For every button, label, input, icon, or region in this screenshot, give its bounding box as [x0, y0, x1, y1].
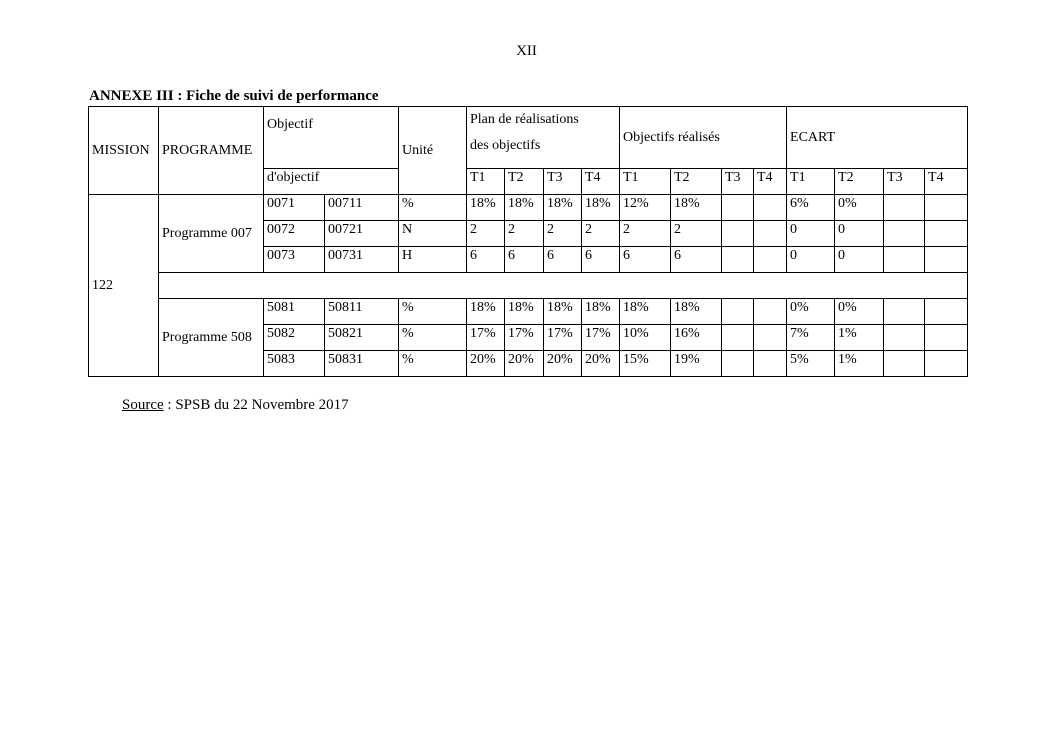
plan-value: 6 [544, 247, 582, 273]
realised-value [754, 299, 787, 325]
unit-cell: % [399, 195, 467, 221]
quarter-label: T3 [722, 169, 754, 195]
ecart-value [884, 299, 925, 325]
ecart-value: 1% [835, 351, 884, 377]
ecart-value: 0 [835, 221, 884, 247]
header-plan [467, 107, 620, 169]
ecart-value: 1% [835, 325, 884, 351]
indicator-code: 50821 [325, 325, 399, 351]
table-row [89, 299, 968, 325]
ecart-value: 0 [787, 247, 835, 273]
realised-value: 6 [620, 247, 671, 273]
plan-value: 17% [505, 325, 544, 351]
quarter-label: T2 [671, 169, 722, 195]
quarter-label: T1 [620, 169, 671, 195]
quarter-label: T2 [505, 169, 544, 195]
plan-value: 18% [505, 299, 544, 325]
objective-code: 5082 [264, 325, 325, 351]
plan-value: 18% [505, 195, 544, 221]
ecart-value: 0 [835, 247, 884, 273]
programme-name: Programme 508 [159, 299, 264, 377]
header-dobjectif: d'objectif [264, 169, 399, 195]
table-row [89, 195, 968, 221]
realised-value: 18% [620, 299, 671, 325]
realised-value [754, 195, 787, 221]
header-plan-line2: des objectifs [470, 138, 541, 153]
plan-value: 2 [582, 221, 620, 247]
page-number: XII [516, 43, 537, 59]
realised-value: 18% [671, 299, 722, 325]
quarter-label: T4 [582, 169, 620, 195]
unit-cell: N [399, 221, 467, 247]
indicator-code: 00721 [325, 221, 399, 247]
ecart-value: 7% [787, 325, 835, 351]
plan-value: 2 [467, 221, 505, 247]
ecart-value: 0 [787, 221, 835, 247]
objective-code: 5083 [264, 351, 325, 377]
unit-cell: H [399, 247, 467, 273]
realised-value [722, 221, 754, 247]
header-mission: MISSION [89, 107, 159, 195]
plan-value: 6 [582, 247, 620, 273]
realised-value: 19% [671, 351, 722, 377]
separator-cell [159, 273, 968, 299]
annex-title: ANNEXE III : Fiche de suivi de performance [89, 88, 379, 104]
realised-value: 2 [620, 221, 671, 247]
quarter-label: T4 [754, 169, 787, 195]
unit-cell: % [399, 351, 467, 377]
plan-value: 20% [544, 351, 582, 377]
plan-value: 6 [467, 247, 505, 273]
objective-code: 0072 [264, 221, 325, 247]
quarter-label: T2 [835, 169, 884, 195]
source-text: : SPSB du 22 Novembre 2017 [163, 397, 349, 413]
realised-value [754, 247, 787, 273]
plan-value: 18% [467, 195, 505, 221]
realised-value: 16% [671, 325, 722, 351]
ecart-value [884, 325, 925, 351]
plan-value: 18% [544, 195, 582, 221]
separator-row [89, 273, 968, 299]
plan-value: 18% [467, 299, 505, 325]
ecart-value [884, 351, 925, 377]
ecart-value: 6% [787, 195, 835, 221]
quarter-label: T3 [544, 169, 582, 195]
indicator-code: 50811 [325, 299, 399, 325]
realised-value [754, 351, 787, 377]
plan-value: 20% [467, 351, 505, 377]
realised-value [722, 299, 754, 325]
plan-value: 2 [544, 221, 582, 247]
source-label: Source [122, 397, 164, 413]
quarter-label: T4 [925, 169, 968, 195]
performance-table [88, 106, 968, 377]
plan-value: 18% [544, 299, 582, 325]
quarter-label: T1 [467, 169, 505, 195]
mission-code: 122 [89, 195, 159, 377]
plan-value: 17% [582, 325, 620, 351]
ecart-value [884, 221, 925, 247]
realised-value [754, 221, 787, 247]
realised-value: 2 [671, 221, 722, 247]
realised-value [722, 247, 754, 273]
header-objectif: Objectif [264, 107, 399, 169]
plan-value: 18% [582, 195, 620, 221]
quarter-label: T3 [884, 169, 925, 195]
ecart-value [884, 195, 925, 221]
plan-value: 17% [544, 325, 582, 351]
indicator-code: 00731 [325, 247, 399, 273]
ecart-value: 0% [835, 299, 884, 325]
header-ecart: ECART [787, 107, 968, 169]
realised-value: 18% [671, 195, 722, 221]
unit-cell: % [399, 325, 467, 351]
unit-cell: % [399, 299, 467, 325]
realised-value: 12% [620, 195, 671, 221]
ecart-value [925, 247, 968, 273]
header-programme: PROGRAMME [159, 107, 264, 195]
ecart-value [925, 195, 968, 221]
ecart-value [925, 299, 968, 325]
indicator-code: 50831 [325, 351, 399, 377]
header-unite: Unité [399, 107, 467, 195]
programme-name: Programme 007 [159, 195, 264, 273]
ecart-value: 0% [787, 299, 835, 325]
realised-value: 15% [620, 351, 671, 377]
plan-value: 18% [582, 299, 620, 325]
realised-value [722, 351, 754, 377]
plan-value: 2 [505, 221, 544, 247]
objective-code: 0071 [264, 195, 325, 221]
ecart-value [925, 221, 968, 247]
plan-value: 20% [505, 351, 544, 377]
indicator-code: 00711 [325, 195, 399, 221]
realised-value [722, 195, 754, 221]
plan-value: 20% [582, 351, 620, 377]
objective-code: 5081 [264, 299, 325, 325]
objective-code: 0073 [264, 247, 325, 273]
realised-value: 10% [620, 325, 671, 351]
realised-value: 6 [671, 247, 722, 273]
quarter-label: T1 [787, 169, 835, 195]
realised-value [722, 325, 754, 351]
header-plan-line1: Plan de réalisations [470, 112, 579, 127]
ecart-value: 5% [787, 351, 835, 377]
ecart-value: 0% [835, 195, 884, 221]
ecart-value [925, 325, 968, 351]
ecart-value [884, 247, 925, 273]
plan-value: 6 [505, 247, 544, 273]
plan-value: 17% [467, 325, 505, 351]
realised-value [754, 325, 787, 351]
ecart-value [925, 351, 968, 377]
source-note [122, 397, 349, 414]
header-realises: Objectifs réalisés [620, 107, 787, 169]
